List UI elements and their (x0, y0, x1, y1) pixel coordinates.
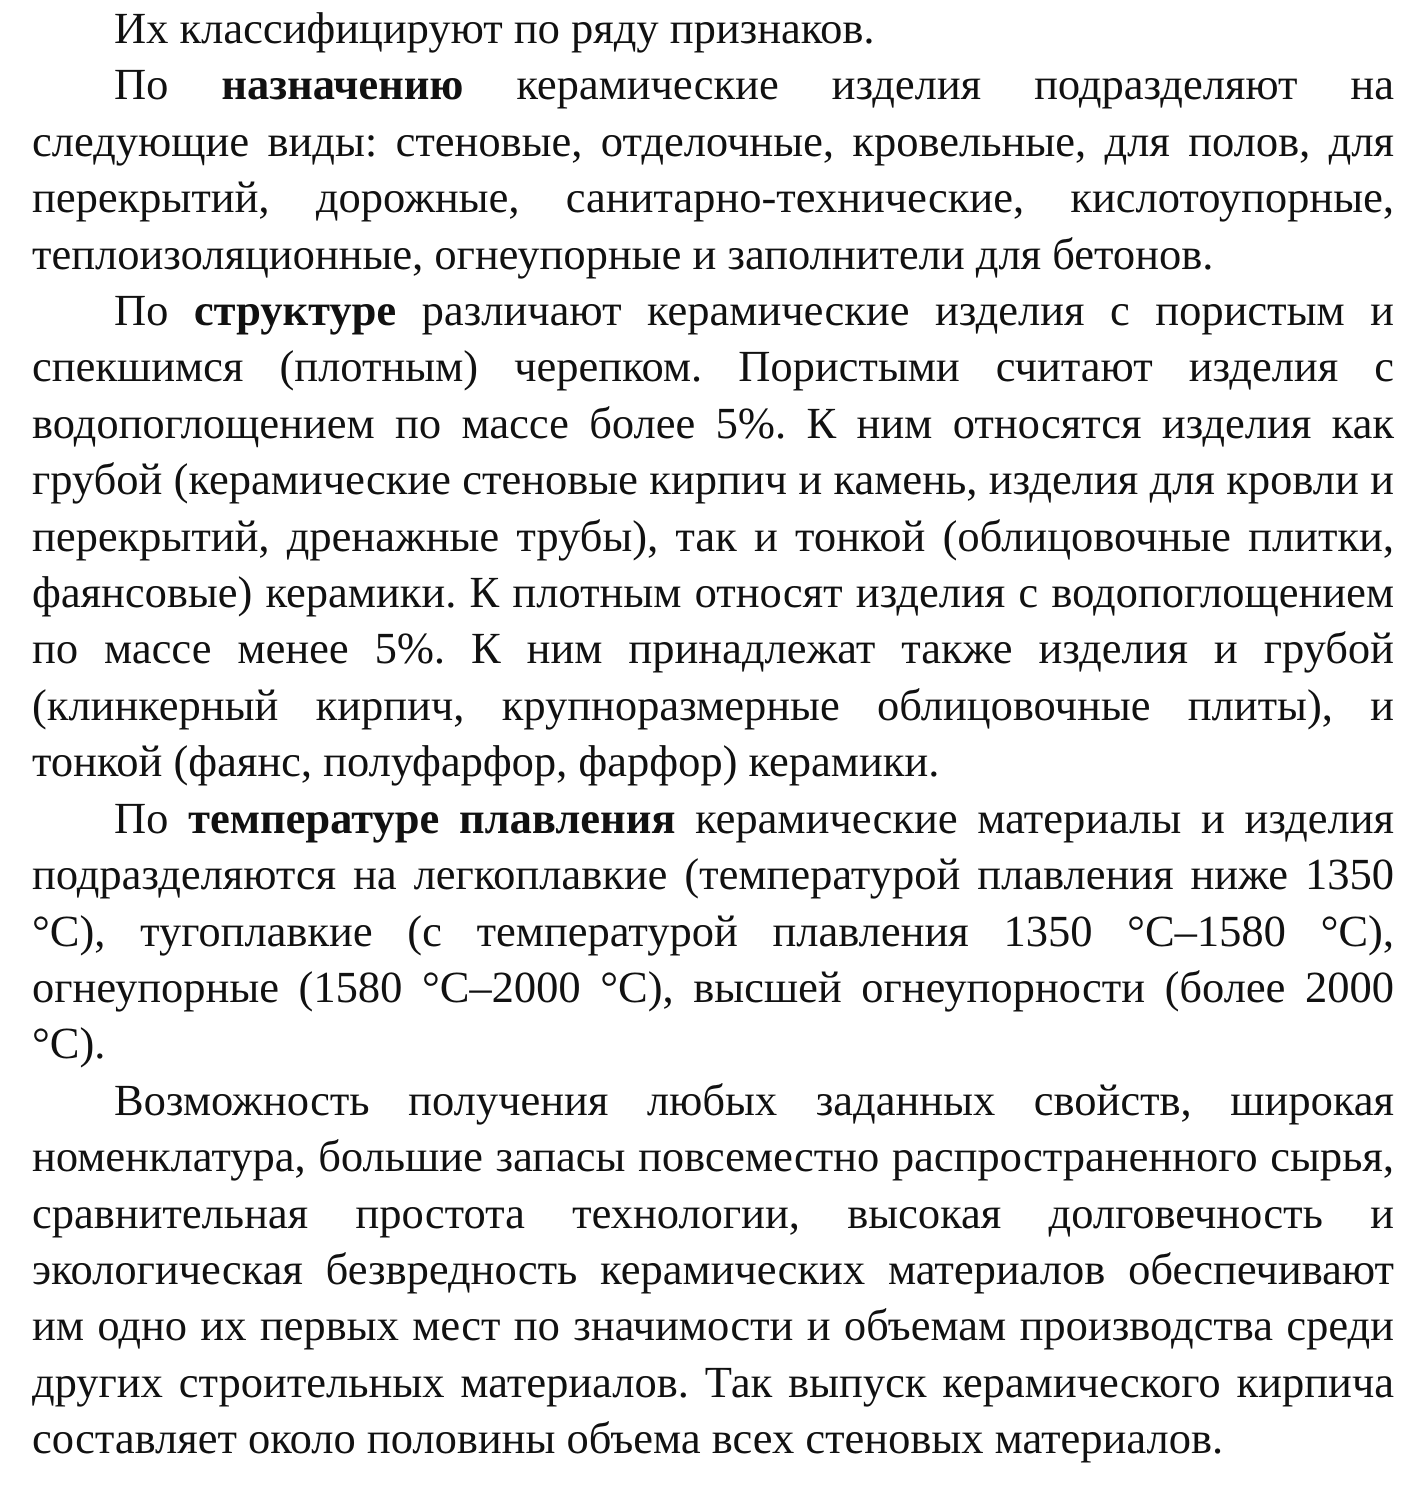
paragraph-intro: Их классифицируют по ряду признаков. (114, 3, 875, 53)
paragraph-purpose (32, 56, 1394, 282)
term-structure: структуре (193, 285, 397, 336)
paragraph-advantages: Возможность получения любых заданных свойств, широкая номенклатура, большие запасы повсеместно распространенного сырья, сравнительная простота технологии, высокая долговечность и экологическая безвредность керамических материалов обеспечивают им одно их первых мест по значимости и объемам производства среди других строительных материалов. Так выпуск керамического кирпича составляет около половины объема всех стеновых материалов. (32, 1074, 1394, 1464)
paragraph-lead: По (114, 792, 189, 843)
paragraph-melting-temperature (32, 790, 1394, 1072)
term-melting-temperature: температуре плавления (188, 792, 676, 843)
document-page (32, 0, 1394, 1467)
paragraph-structure (32, 282, 1394, 790)
paragraph-lead: По (114, 59, 222, 110)
paragraph-lead: По (114, 285, 194, 336)
paragraph-body: различают керамические изделия с пористым и спекшимся (плотным) черепком. Пористыми считают изделия с водопоглощением по массе более 5%. К ним относятся изделия как грубой (керамические стеновые кирпич и камень, изделия для кровли и перекрытий, дренажные трубы), так и тонкой (облицовочные плитки, фаянсовые) керамики. К плотным относят изделия с водопоглощением по массе менее 5%. К ним принадлежат также изделия и грубой (клинкерный кирпич, крупноразмерные облицовочные плиты), и тонкой (фаянс, полуфарфор, фарфор) керамики. (32, 285, 1394, 787)
paragraph-body: керамические материалы и изделия подразделяются на легкоплавкие (температурой плавления ниже 1350 °С), тугоплавкие (с температурой плавления 1350 °С–1580 °С), огнеупорные (1580 °С–2000 °С), высшей огнеупорности (более 2000 °С). (32, 792, 1395, 1069)
term-purpose: назначению (221, 59, 464, 110)
paragraph-body: керамические изделия подразделяют на следующие виды: стеновые, отделочные, кровельные, для полов, для перекрытий, дорожные, санитарно-технические, кислотоупорные, теплоизоляционные, огнеупорные и заполнители для бетонов. (32, 59, 1394, 279)
